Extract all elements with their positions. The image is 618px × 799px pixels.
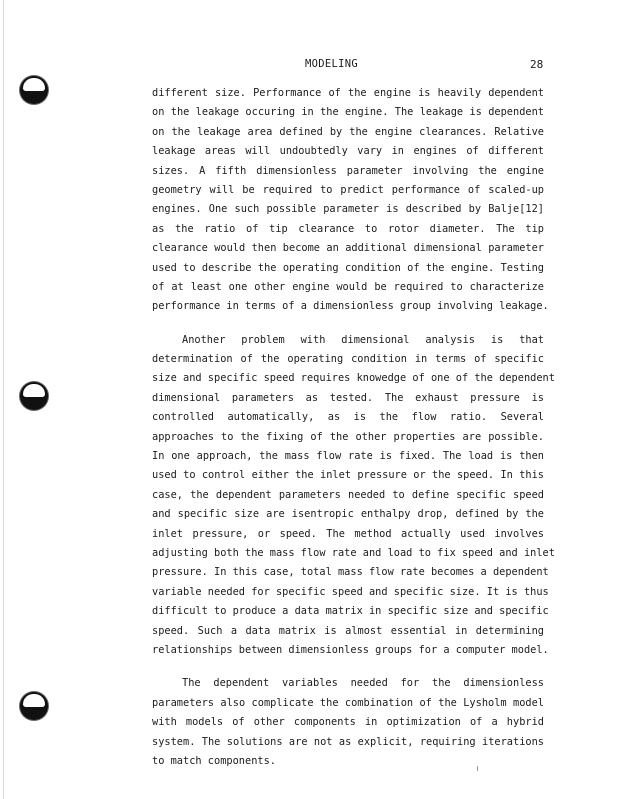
- text-line: system. The solutions are not as explicit, requiring iterations: [152, 735, 544, 748]
- running-title: MODELING: [305, 58, 358, 70]
- paragraph: [152, 331, 555, 661]
- text-line: of at least one other engine would be required to characterize: [152, 280, 544, 293]
- text-line: variable needed for specific speed and specific size. It is thus: [152, 585, 549, 598]
- text-line: on the leakage occuring in the engine. The leakage is dependent: [152, 106, 544, 119]
- text-line: geometry will be required to predict performance of scaled-up: [152, 183, 544, 196]
- text-line: engines. One such possible parameter is described by Balje[12]: [152, 203, 544, 216]
- text-line: sizes. A fifth dimensionless parameter involving the engine: [152, 164, 544, 177]
- text-line: on the leakage area defined by the engine clearances. Relative: [152, 125, 544, 138]
- text-line: Another problem with dimensional analysis is that: [182, 333, 544, 346]
- text-line: dimensional parameters as tested. The exhaust pressure is: [152, 391, 544, 404]
- text-line: size and specific speed requires knowedge of one of the dependent: [152, 372, 555, 385]
- text-line: speed. Such a data matrix is almost essential in determining: [152, 624, 544, 637]
- text-line: case, the dependent parameters needed to define specific speed: [152, 488, 544, 501]
- text-line: relationships between dimensionless groups for a computer model.: [152, 643, 549, 656]
- punch-hole-bottom: [20, 692, 48, 720]
- text-line: leakage areas will undoubtedly vary in engines of different: [152, 145, 544, 158]
- text-line: clearance would then become an additional dimensional parameter: [152, 242, 544, 255]
- text-line: performance in terms of a dimensionless group involving leakage.: [152, 300, 549, 313]
- page-edge: [3, 0, 4, 799]
- text-line: The dependent variables needed for the dimensionless: [182, 677, 544, 690]
- text-line: determination of the operating condition in terms of specific: [152, 353, 544, 366]
- text-line: different size. Performance of the engine is heavily dependent: [152, 87, 544, 99]
- paragraph: [152, 84, 549, 317]
- paragraph: [152, 674, 544, 771]
- text-line: to match components.: [152, 754, 276, 767]
- text-line: difficult to produce a data matrix in specific size and specific: [152, 605, 549, 618]
- page-header: [0, 58, 618, 74]
- text-line: adjusting both the mass flow rate and load to fix speed and inlet: [152, 546, 555, 559]
- text-line: controlled automatically, as is the flow ratio. Several: [152, 411, 544, 424]
- text-line: pressure. In this case, total mass flow rate becomes a dependent: [152, 566, 549, 579]
- text-line: In one approach, the mass flow rate is fixed. The load is then: [152, 450, 544, 463]
- text-line: as the ratio of tip clearance to rotor diameter. The tip: [152, 222, 544, 235]
- text-line: and specific size are isentropic enthalpy drop, defined by the: [152, 508, 544, 521]
- punch-hole-top: [20, 76, 48, 104]
- body-text: [152, 84, 555, 785]
- text-line: used to describe the operating condition of the engine. Testing: [152, 261, 544, 274]
- page-number: 28: [530, 58, 544, 71]
- text-line: approaches to the fixing of the other properties are possible.: [152, 430, 544, 443]
- scan-mark: [477, 766, 478, 771]
- text-line: used to control either the inlet pressure or the speed. In this: [152, 469, 544, 482]
- punch-hole-middle: [20, 382, 48, 410]
- text-line: with models of other components in optimization of a hybrid: [152, 716, 544, 729]
- text-line: parameters also complicate the combination of the Lysholm model: [152, 696, 544, 709]
- text-line: inlet pressure, or speed. The method actually used involves: [152, 527, 544, 540]
